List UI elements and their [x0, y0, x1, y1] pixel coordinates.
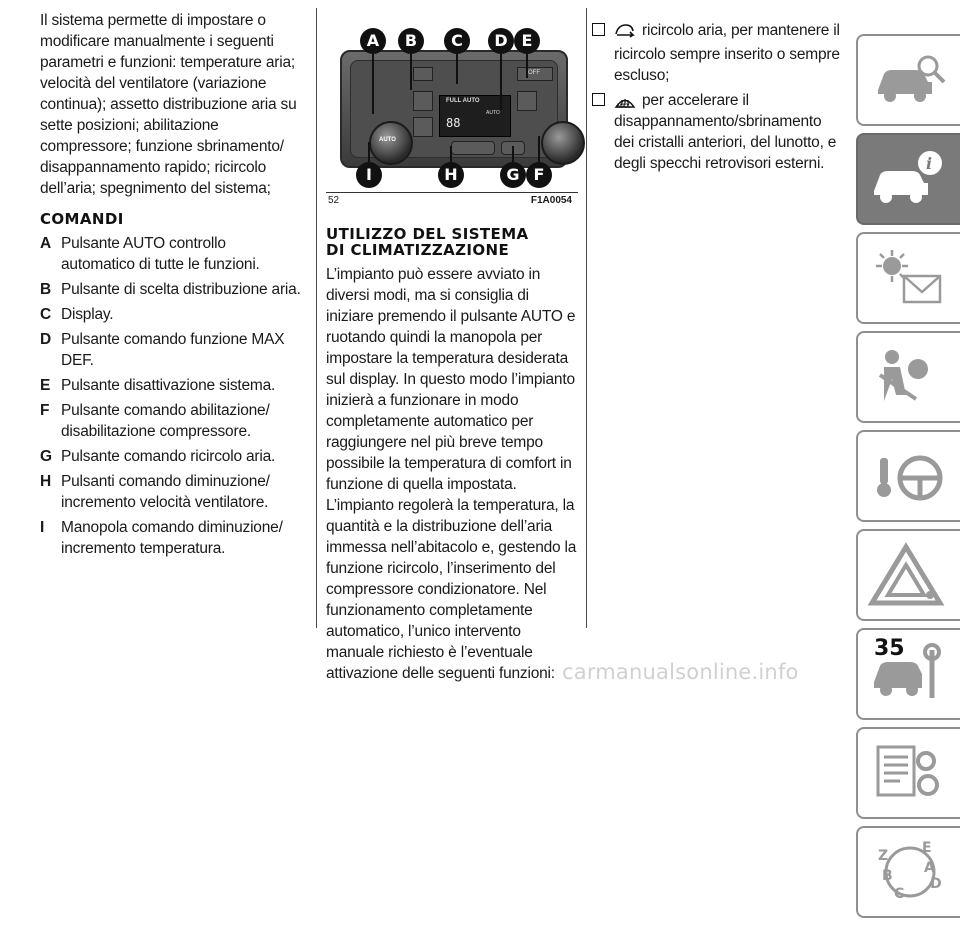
- figure-marker-g: G: [500, 162, 526, 188]
- hazard-triangle-icon: [870, 543, 950, 607]
- leader-line: [456, 54, 458, 84]
- airbag-passenger-icon: [870, 345, 950, 409]
- tab-maintenance[interactable]: [856, 628, 960, 720]
- fan-knob: [541, 121, 585, 165]
- chapter-tabs: [856, 34, 960, 925]
- climate-control-panel: [340, 50, 568, 168]
- display-label-full-auto: FULL AUTO: [446, 98, 480, 104]
- legend-letter: D: [40, 331, 51, 348]
- temperature-knob: [369, 121, 413, 165]
- tab-safety[interactable]: [856, 331, 960, 423]
- tab-emergency[interactable]: [856, 529, 960, 621]
- knob-label-auto: AUTO: [379, 137, 396, 143]
- legend-text: Pulsante comando ricircolo aria.: [61, 448, 276, 465]
- svg-text:A: A: [924, 860, 935, 876]
- svg-text:B: B: [882, 868, 893, 884]
- checkbox-bullet-icon: [592, 93, 605, 106]
- left-column: [40, 0, 302, 559]
- svg-text:D: D: [930, 876, 942, 892]
- legend-letter: B: [40, 281, 51, 298]
- spec-sheet-gear-icon: [870, 741, 950, 805]
- legend-text: Pulsante di scelta distribuzione aria.: [61, 281, 301, 298]
- leader-line: [538, 136, 540, 164]
- panel-button: [413, 91, 433, 111]
- leader-line: [372, 54, 374, 114]
- legend-text: Display.: [61, 306, 114, 323]
- section-heading-comandi: COMANDI: [40, 210, 124, 228]
- legend-text: Pulsante comando abilitazione/ disabilitazione compressore.: [61, 402, 270, 440]
- leader-line: [526, 54, 528, 78]
- legend-item-h: [40, 471, 302, 513]
- legend-item-e: [40, 375, 302, 396]
- legend-item-i: [40, 517, 302, 559]
- legend-item-c: [40, 304, 302, 325]
- panel-button: [517, 91, 537, 111]
- warning-light-envelope-icon: [870, 246, 950, 310]
- figure-marker-e: E: [514, 28, 540, 54]
- panel-button: [413, 67, 433, 81]
- alphabet-index-icon: [870, 840, 950, 904]
- svg-text:i: i: [926, 154, 933, 173]
- figure-marker-b: B: [398, 28, 424, 54]
- leader-line: [450, 146, 452, 164]
- checkbox-bullet-icon: [592, 23, 605, 36]
- legend-letter: H: [40, 473, 51, 490]
- figure-marker-c: C: [444, 28, 470, 54]
- legend-letter: F: [40, 402, 50, 419]
- tab-technical-data[interactable]: [856, 727, 960, 819]
- bullet-recirculation: [592, 20, 842, 86]
- usage-paragraph: L’impianto può essere avviato in diversi modi, ma si consiglia di iniziare premendo il pulsante AUTO e ruotando quindi la manopola per impostare la temperatura desiderata sul display. In questo modo l’impianto inizierà a funzionare in modo completamente automatico per raggiungere nel più breve tempo possibile la temperatura di comfort in funzione di quella impostata. L’impianto regolerà la temperatura, la quantità e la distribuzione dell’aria immessa nell’abitacolo e, gestendo la funzione ricircolo, l’inserimento del compressore condizionatore. Nel funzionamento completamente automatico, l’unico intervento manuale richiesto è l’eventuale attivazione delle seguenti funzioni:: [326, 266, 577, 682]
- legend-text: Manopola comando diminuzione/ incremento temperatura.: [61, 519, 283, 557]
- page-number: 35: [874, 636, 905, 661]
- bullet-text: ricircolo aria, per mantenere il ricircolo sempre inserito o sempre escluso;: [614, 22, 840, 84]
- legend-text: Pulsante AUTO controllo automatico di tutte le funzioni.: [61, 235, 260, 273]
- legend-item-b: [40, 279, 302, 300]
- column-divider: [586, 8, 587, 628]
- leader-line: [368, 142, 370, 164]
- intro-paragraph: Il sistema permette di impostare o modificare manualmente i seguenti parametri e funzioni: temperature aria; velocità del ventilatore (variazione continua); assetto distribuzione aria su sette posizioni; abilitazione compressore; funzione sbrinamento/ disappannamento rapido; ricircolo dell’aria; spegnimento del sistema;: [40, 12, 297, 197]
- legend-letter: G: [40, 448, 52, 465]
- bullet-text: per accelerare il disappannamento/sbrinamento dei cristalli anteriori, del lunotto, e degli specchi retrovisori esterni.: [614, 92, 837, 172]
- bullet-max-defrost: [592, 90, 842, 174]
- legend-letter: A: [40, 235, 51, 252]
- svg-text:C: C: [894, 886, 905, 902]
- car-search-icon: [870, 48, 950, 112]
- leader-line: [500, 54, 502, 110]
- tab-warning-lights[interactable]: [856, 232, 960, 324]
- legend-text: Pulsante comando funzione MAX DEF.: [61, 331, 285, 369]
- tab-index[interactable]: [856, 826, 960, 918]
- figure-page-ref: 52: [328, 195, 340, 206]
- heading-line: UTILIZZO DEL SISTEMA: [326, 225, 529, 243]
- section-heading-utilizzo: [326, 226, 578, 258]
- legend-item-a: [40, 233, 302, 275]
- figure-code: F1A0054: [530, 195, 572, 206]
- svg-text:Z: Z: [878, 848, 889, 864]
- legend-letter: E: [40, 377, 51, 394]
- column-divider: [316, 8, 317, 628]
- steering-wheel-key-icon: [870, 444, 950, 508]
- legend-item-f: [40, 400, 302, 442]
- max-label: MAX: [617, 104, 630, 110]
- fan-speed-buttons: [451, 141, 495, 155]
- legend-text: Pulsante disattivazione sistema.: [61, 377, 276, 394]
- tab-car-info[interactable]: [856, 133, 960, 225]
- figure-marker-a: A: [360, 28, 386, 54]
- leader-line: [410, 54, 412, 90]
- panel-label-off: OFF: [528, 70, 540, 76]
- legend-item-g: [40, 446, 302, 467]
- figure-caption: [326, 192, 578, 206]
- legend-item-d: [40, 329, 302, 371]
- legend-text: Pulsanti comando diminuzione/ incremento velocità ventilatore.: [61, 473, 270, 511]
- panel-button: [413, 117, 433, 137]
- panel-button: [517, 67, 553, 81]
- svg-text:E: E: [922, 840, 932, 856]
- figure-marker-h: H: [438, 162, 464, 188]
- leader-line: [512, 146, 514, 164]
- climate-control-figure: [326, 22, 578, 212]
- figure-marker-f: F: [526, 162, 552, 188]
- figure-marker-i: I: [356, 162, 382, 188]
- max-defrost-icon: [614, 93, 636, 111]
- right-column: [592, 0, 842, 174]
- figure-marker-d: D: [488, 28, 514, 54]
- recirculation-icon: [614, 22, 636, 44]
- car-info-icon: [870, 147, 950, 211]
- display-label-auto: AUTO: [486, 110, 500, 116]
- watermark: carmanualsonline.info: [562, 660, 799, 684]
- legend-letter: C: [40, 306, 51, 323]
- tab-starting-driving[interactable]: [856, 430, 960, 522]
- tab-car-search[interactable]: [856, 34, 960, 126]
- display-digits: 88: [446, 116, 461, 130]
- legend-letter: I: [40, 519, 45, 536]
- heading-line: DI CLIMATIZZAZIONE: [326, 241, 510, 259]
